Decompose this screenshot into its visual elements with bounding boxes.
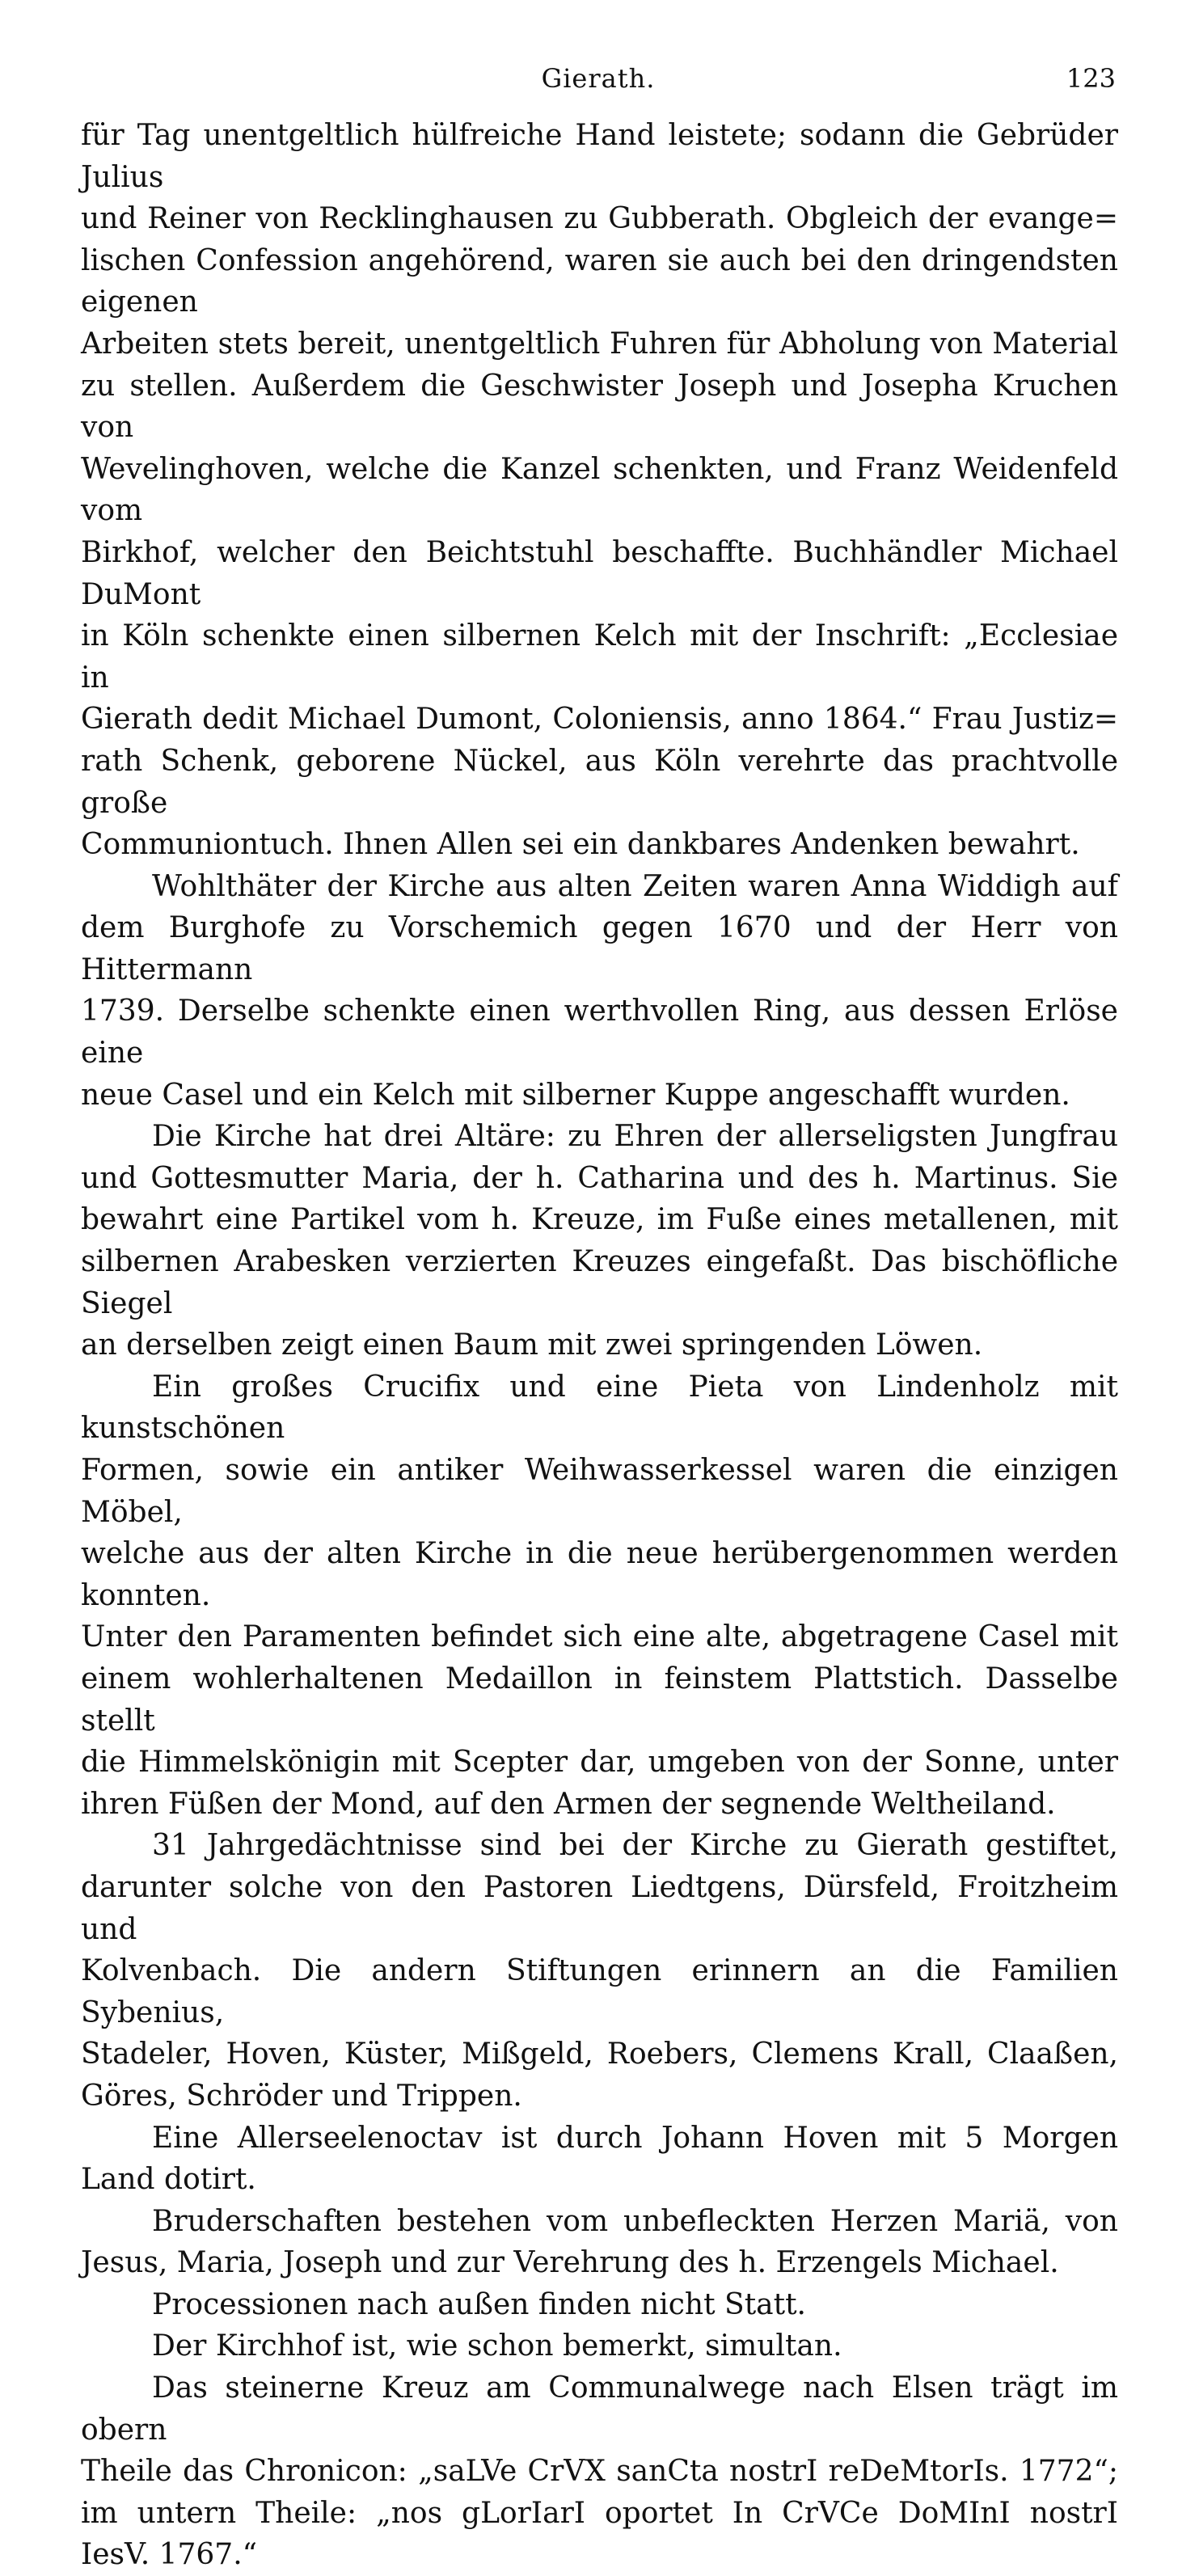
text-line: dem Burghofe zu Vorschemich gegen 1670 und der Herr von Hittermann — [81, 911, 1118, 986]
text-line: neue Casel und ein Kelch mit silberner Kuppe angeschafft wurden. — [81, 1078, 1070, 1112]
text-line: welche aus der alten Kirche in die neue herübergenommen werden konnten. — [81, 1537, 1118, 1612]
text-line: Bruderschaften bestehen vom unbefleckten Herzen Mariä, von — [152, 2204, 1118, 2238]
text-line: Formen, sowie ein antiker Weihwasserkessel waren die einzigen Möbel, — [81, 1454, 1118, 1529]
paragraph — [81, 1366, 1118, 1826]
text-line: Jesus, Maria, Joseph und zur Verehrung des h. Erzengels Michael. — [81, 2246, 1059, 2280]
paragraph — [81, 2284, 1118, 2326]
text-line: IesV. 1767.“ — [81, 2538, 258, 2572]
text-line: Wevelinghoven, welche die Kanzel schenkten, und Franz Weidenfeld vom — [81, 452, 1118, 528]
text-line: Kolvenbach. Die andern Stiftungen erinnern an die Familien Sybenius, — [81, 1954, 1118, 2029]
paragraph — [81, 2201, 1118, 2284]
text-line: einem wohlerhaltenen Medaillon in feinstem Plattstich. Dasselbe stellt — [81, 1662, 1118, 1738]
text-line: und Reiner von Recklinghausen zu Gubberath. Obgleich der evange= — [81, 202, 1118, 236]
text-line: Die Kirche hat drei Altäre: zu Ehren der allerseligsten Jungfrau — [152, 1120, 1118, 1154]
text-line: in Köln schenkte einen silbernen Kelch mit der Inschrift: „Ecclesiae in — [81, 619, 1118, 695]
text-line: Das steinerne Kreuz am Communalwege nach Elsen trägt im obern — [81, 2371, 1118, 2447]
text-line: rath Schenk, geborene Nückel, aus Köln verehrte das prachtvolle große — [81, 744, 1118, 820]
text-line: darunter solche von den Pastoren Liedtgens, Dürsfeld, Froitzheim und — [81, 1870, 1118, 1946]
text-line: Birkhof, welcher den Beichtstuhl beschaffte. Buchhändler Michael DuMont — [81, 535, 1118, 611]
running-title: Gierath. — [541, 63, 656, 94]
paragraph — [81, 2118, 1118, 2201]
text-line: silbernen Arabesken verzierten Kreuzes eingefaßt. Das bischöfliche Siegel — [81, 1245, 1118, 1320]
text-line: Der Kirchhof ist, wie schon bemerkt, simultan. — [152, 2329, 842, 2363]
text-line: Unter den Paramenten befindet sich eine alte, abgetragene Casel mit — [81, 1620, 1118, 1654]
text-line: zu stellen. Außerdem die Geschwister Joseph und Josepha Kruchen von — [81, 369, 1118, 445]
text-line: im untern Theile: „nos gLorIarI oportet In CrVCe DoMInI nostrI — [81, 2496, 1118, 2530]
paragraph — [81, 115, 1118, 866]
text-line: Gierath dedit Michael Dumont, Coloniensis, anno 1864.“ Frau Justiz= — [81, 703, 1118, 737]
text-line: an derselben zeigt einen Baum mit zwei springenden Löwen. — [81, 1328, 983, 1362]
text-line: bewahrt eine Partikel vom h. Kreuze, im Fuße eines metallenen, mit — [81, 1203, 1118, 1237]
text-line: ihren Füßen der Mond, auf den Armen der segnende Weltheiland. — [81, 1787, 1056, 1821]
paragraph — [81, 2325, 1118, 2367]
paragraph — [81, 1116, 1118, 1366]
text-line: 1739. Derselbe schenkte einen werthvollen Ring, aus dessen Erlöse eine — [81, 995, 1118, 1071]
text-line: Processionen nach außen finden nicht Statt. — [152, 2287, 806, 2321]
text-line: Theile das Chronicon: „saLVe CrVX sanCta nostrI reDeMtorIs. 1772“; — [81, 2455, 1118, 2489]
text-line: Stadeler, Hoven, Küster, Mißgeld, Roebers, Clemens Krall, Claaßen, — [81, 2038, 1118, 2071]
text-line: Wohlthäter der Kirche aus alten Zeiten waren Anna Widdigh auf — [152, 869, 1118, 903]
text-line: Göres, Schröder und Trippen. — [81, 2079, 522, 2113]
running-head — [81, 63, 1116, 103]
paragraph — [81, 2367, 1118, 2576]
text-line: und Gottesmutter Maria, der h. Catharina und des h. Martinus. Sie — [81, 1161, 1118, 1195]
page-number: 123 — [1066, 63, 1116, 94]
body-text — [81, 115, 1118, 2576]
text-line: die Himmelskönigin mit Scepter dar, umgeben von der Sonne, unter — [81, 1746, 1118, 1780]
text-line: Arbeiten stets bereit, unentgeltlich Fuhren für Abholung von Material — [81, 327, 1118, 361]
paragraph — [81, 1825, 1118, 2117]
text-line: Communiontuch. Ihnen Allen sei ein dankbares Andenken bewahrt. — [81, 828, 1080, 862]
text-line: 31 Jahrgedächtnisse sind bei der Kirche zu Gierath gestiftet, — [152, 1829, 1118, 1863]
text-line: Eine Allerseelenoctav ist durch Johann Hoven mit 5 Morgen Land dotirt. — [81, 2121, 1118, 2197]
text-line: für Tag unentgeltlich hülfreiche Hand leistete; sodann die Gebrüder Julius — [81, 119, 1118, 194]
paragraph — [81, 866, 1118, 1117]
text-line: lischen Confession angehörend, waren sie auch bei den dringendsten eigenen — [81, 243, 1118, 319]
text-line: Ein großes Crucifix und eine Pieta von Lindenholz mit kunstschönen — [81, 1370, 1118, 1446]
